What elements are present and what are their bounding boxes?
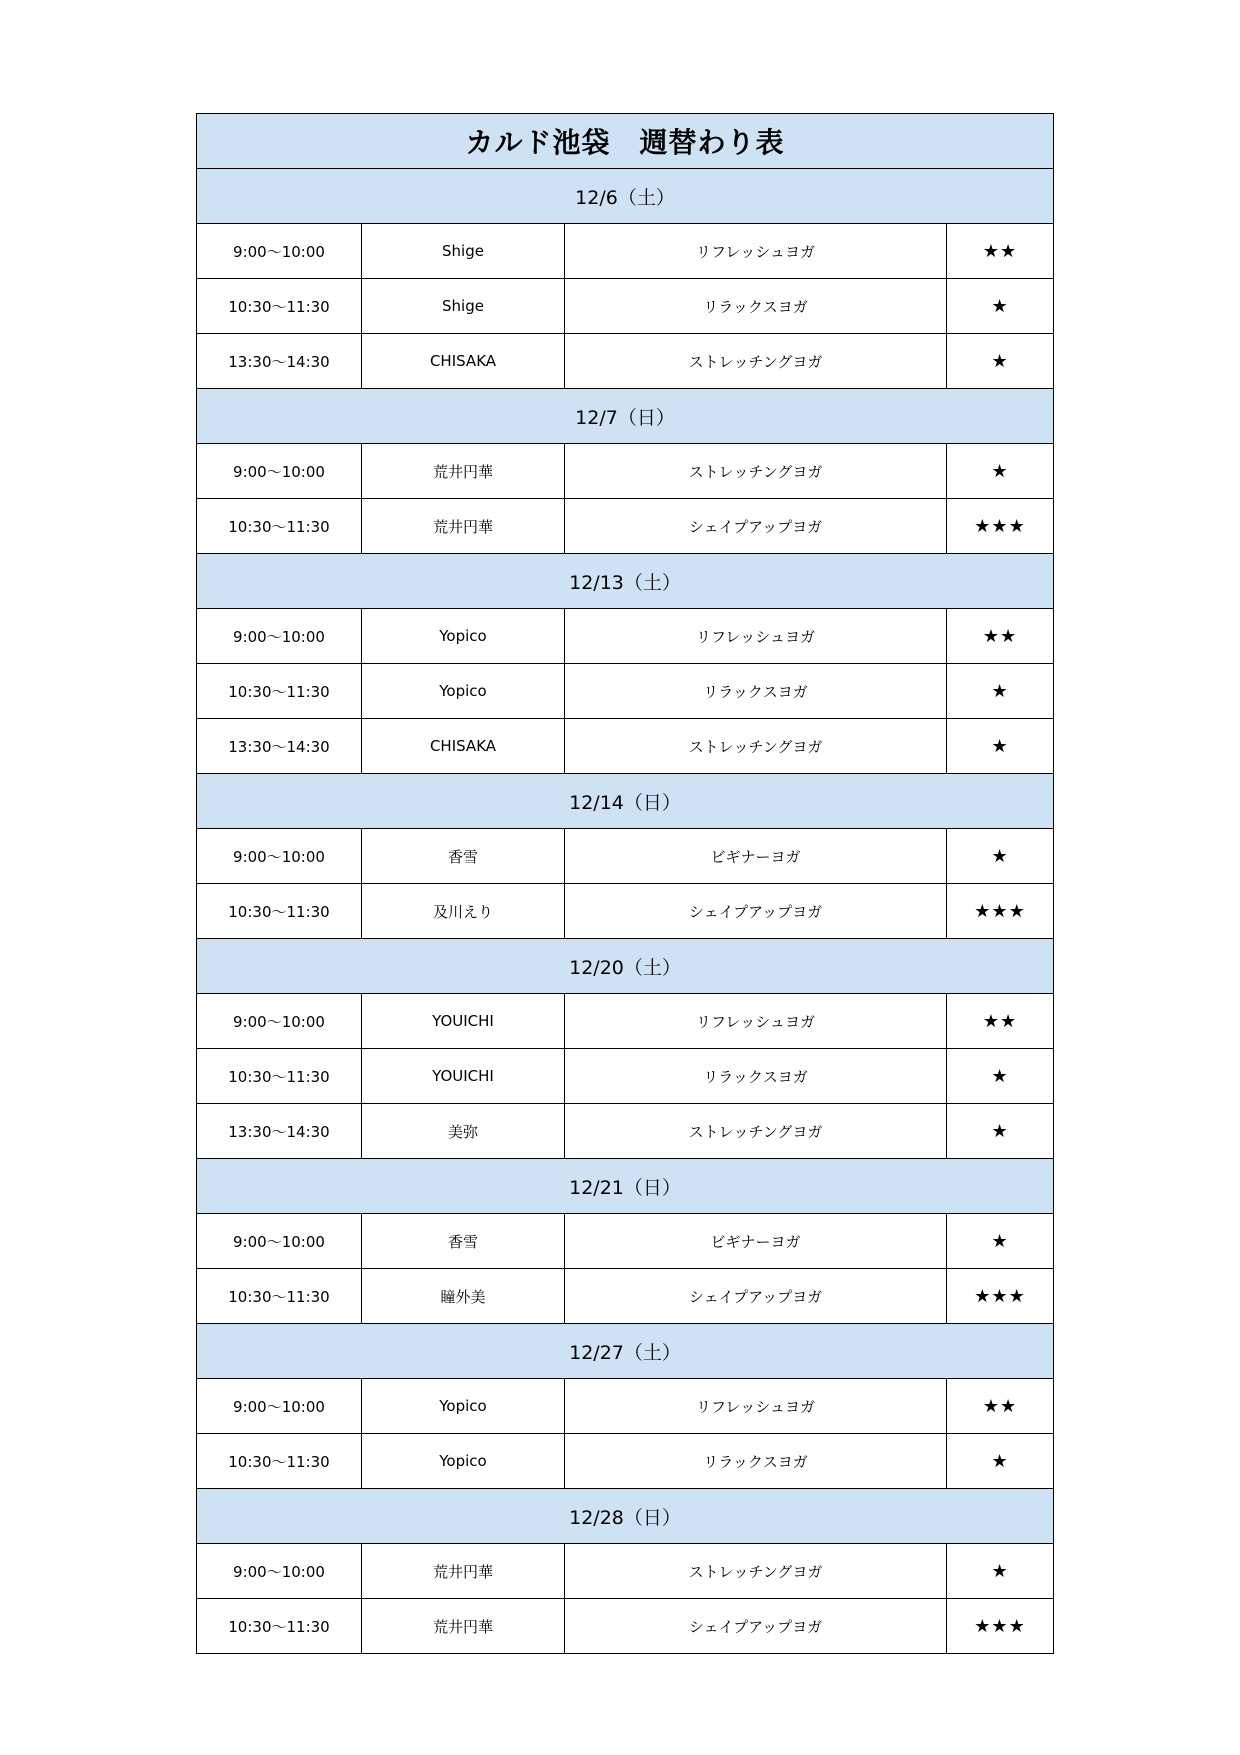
day-date: 12/27（土） [197, 1324, 1054, 1379]
schedule-table [196, 113, 1054, 1654]
session-row [197, 664, 1054, 719]
session-row [197, 829, 1054, 884]
session-time: 13:30～14:30 [197, 719, 362, 774]
session-instructor: Yopico [362, 1434, 565, 1489]
session-row [197, 1544, 1054, 1599]
session-level: ★ [947, 1049, 1054, 1104]
day-header-row [197, 1489, 1054, 1544]
session-instructor: 瞳外美 [362, 1269, 565, 1324]
session-instructor: 香雪 [362, 1214, 565, 1269]
session-row [197, 719, 1054, 774]
session-time: 9:00～10:00 [197, 994, 362, 1049]
session-level: ★★ [947, 224, 1054, 279]
day-header-row [197, 554, 1054, 609]
session-time: 10:30～11:30 [197, 279, 362, 334]
session-instructor: Yopico [362, 1379, 565, 1434]
session-time: 9:00～10:00 [197, 829, 362, 884]
session-class: リラックスヨガ [565, 1434, 947, 1489]
session-time: 9:00～10:00 [197, 444, 362, 499]
session-level: ★ [947, 829, 1054, 884]
session-level: ★★ [947, 1379, 1054, 1434]
session-row [197, 224, 1054, 279]
session-level: ★ [947, 719, 1054, 774]
session-class: ストレッチングヨガ [565, 1104, 947, 1159]
session-instructor: 美弥 [362, 1104, 565, 1159]
session-class: シェイプアップヨガ [565, 1599, 947, 1654]
session-instructor: Shige [362, 224, 565, 279]
session-instructor: 荒井円華 [362, 1544, 565, 1599]
session-level: ★★★ [947, 499, 1054, 554]
session-level: ★★ [947, 609, 1054, 664]
session-class: リフレッシュヨガ [565, 609, 947, 664]
page-title: カルド池袋 週替わり表 [197, 114, 1054, 169]
session-time: 13:30～14:30 [197, 1104, 362, 1159]
session-row [197, 499, 1054, 554]
session-row [197, 444, 1054, 499]
session-level: ★ [947, 334, 1054, 389]
session-class: シェイプアップヨガ [565, 1269, 947, 1324]
session-instructor: YOUICHI [362, 994, 565, 1049]
session-class: リラックスヨガ [565, 279, 947, 334]
session-row [197, 279, 1054, 334]
session-row [197, 1214, 1054, 1269]
session-level: ★ [947, 1544, 1054, 1599]
session-row [197, 1104, 1054, 1159]
day-header-row [197, 169, 1054, 224]
session-level: ★ [947, 664, 1054, 719]
session-class: ストレッチングヨガ [565, 1544, 947, 1599]
session-level: ★ [947, 279, 1054, 334]
session-instructor: Shige [362, 279, 565, 334]
day-header-row [197, 389, 1054, 444]
day-date: 12/20（土） [197, 939, 1054, 994]
session-time: 10:30～11:30 [197, 1599, 362, 1654]
session-time: 9:00～10:00 [197, 224, 362, 279]
title-row [197, 114, 1054, 169]
session-time: 13:30～14:30 [197, 334, 362, 389]
session-instructor: 及川えり [362, 884, 565, 939]
session-time: 9:00～10:00 [197, 609, 362, 664]
day-date: 12/7（日） [197, 389, 1054, 444]
session-time: 9:00～10:00 [197, 1544, 362, 1599]
session-class: リラックスヨガ [565, 1049, 947, 1104]
session-row [197, 609, 1054, 664]
session-instructor: Yopico [362, 609, 565, 664]
day-date: 12/14（日） [197, 774, 1054, 829]
day-date: 12/6（土） [197, 169, 1054, 224]
session-row [197, 884, 1054, 939]
session-time: 9:00～10:00 [197, 1379, 362, 1434]
session-level: ★★★ [947, 884, 1054, 939]
session-class: シェイプアップヨガ [565, 499, 947, 554]
session-time: 10:30～11:30 [197, 1269, 362, 1324]
session-class: ストレッチングヨガ [565, 334, 947, 389]
session-level: ★★ [947, 994, 1054, 1049]
session-row [197, 994, 1054, 1049]
session-level: ★ [947, 1434, 1054, 1489]
session-class: ビギナーヨガ [565, 1214, 947, 1269]
session-level: ★ [947, 1214, 1054, 1269]
session-level: ★ [947, 1104, 1054, 1159]
session-class: リラックスヨガ [565, 664, 947, 719]
session-row [197, 1049, 1054, 1104]
session-time: 10:30～11:30 [197, 884, 362, 939]
day-header-row [197, 939, 1054, 994]
day-header-row [197, 1159, 1054, 1214]
session-level: ★★★ [947, 1269, 1054, 1324]
session-level: ★★★ [947, 1599, 1054, 1654]
session-time: 10:30～11:30 [197, 1434, 362, 1489]
session-instructor: CHISAKA [362, 334, 565, 389]
session-instructor: 香雪 [362, 829, 565, 884]
session-class: リフレッシュヨガ [565, 1379, 947, 1434]
session-level: ★ [947, 444, 1054, 499]
session-time: 9:00～10:00 [197, 1214, 362, 1269]
session-instructor: YOUICHI [362, 1049, 565, 1104]
session-class: シェイプアップヨガ [565, 884, 947, 939]
session-class: ビギナーヨガ [565, 829, 947, 884]
day-date: 12/28（日） [197, 1489, 1054, 1544]
day-date: 12/13（土） [197, 554, 1054, 609]
day-header-row [197, 774, 1054, 829]
session-time: 10:30～11:30 [197, 1049, 362, 1104]
session-instructor: 荒井円華 [362, 444, 565, 499]
session-row [197, 1599, 1054, 1654]
session-row [197, 1269, 1054, 1324]
day-date: 12/21（日） [197, 1159, 1054, 1214]
day-header-row [197, 1324, 1054, 1379]
session-instructor: 荒井円華 [362, 499, 565, 554]
session-instructor: Yopico [362, 664, 565, 719]
session-row [197, 1434, 1054, 1489]
session-instructor: 荒井円華 [362, 1599, 565, 1654]
session-row [197, 334, 1054, 389]
session-time: 10:30～11:30 [197, 499, 362, 554]
session-class: ストレッチングヨガ [565, 444, 947, 499]
session-class: リフレッシュヨガ [565, 994, 947, 1049]
session-class: ストレッチングヨガ [565, 719, 947, 774]
session-instructor: CHISAKA [362, 719, 565, 774]
session-class: リフレッシュヨガ [565, 224, 947, 279]
session-time: 10:30～11:30 [197, 664, 362, 719]
session-row [197, 1379, 1054, 1434]
